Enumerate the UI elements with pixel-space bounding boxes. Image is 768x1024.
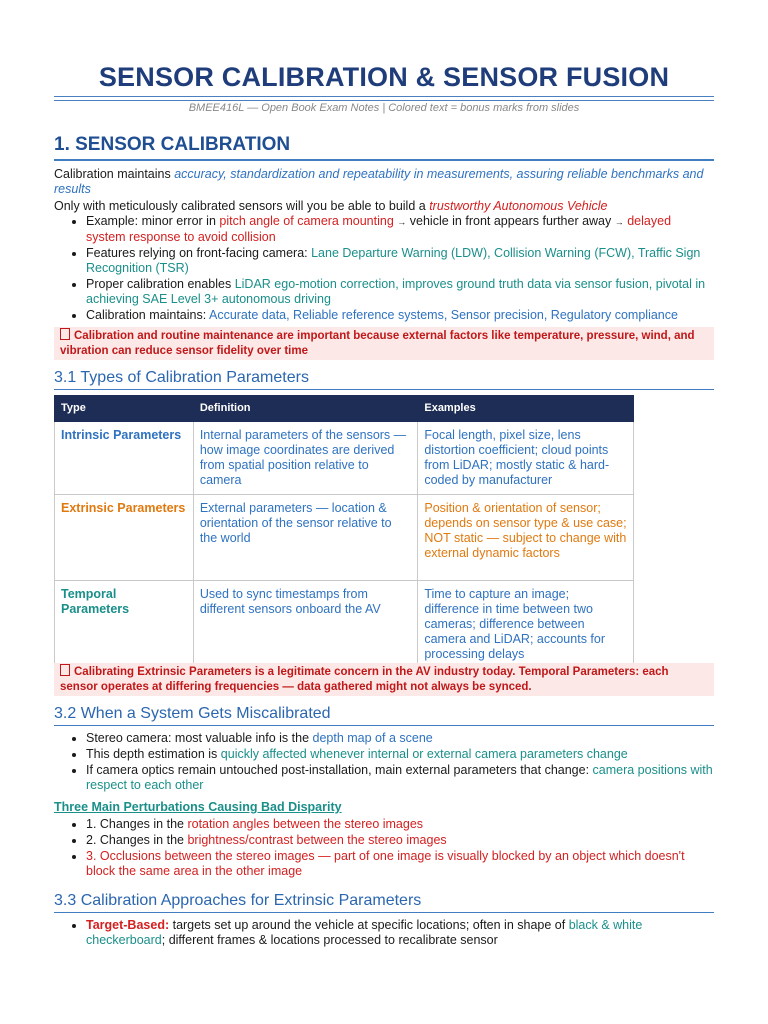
arrow-icon: → bbox=[614, 217, 624, 227]
list-item bbox=[86, 763, 714, 793]
alert-text: Calibrating Extrinsic Parameters is a legitimate concern in the AV industry today. Temporal Parameters: each sensor operates at differing frequencies — data gathered might not always be synced. bbox=[60, 666, 669, 693]
item-text: 2. Changes in the bbox=[86, 833, 188, 847]
list-item bbox=[86, 817, 714, 832]
intro-text: Calibration maintains bbox=[54, 167, 175, 181]
column-header-type: Type bbox=[55, 396, 194, 422]
item-highlight: LiDAR ego-motion correction, improves ground truth data via sensor fusion, pivotal in achieving SAE Level 3+ autonomous driving bbox=[86, 277, 706, 306]
item-text: This depth estimation is bbox=[86, 747, 221, 761]
list-item bbox=[86, 731, 714, 746]
section-3-1-alert bbox=[54, 663, 714, 696]
list-item bbox=[86, 246, 714, 276]
column-header-examples: Examples bbox=[418, 396, 634, 422]
section-3-2-list bbox=[54, 731, 714, 793]
item-text: Calibration maintains: bbox=[86, 308, 209, 322]
row-definition: External parameters — location & orientation of the sensor relative to the world bbox=[193, 495, 418, 581]
row-examples: Position & orientation of sensor; depends on sensor type & use case; NOT static — subject to change with external dynamic factors bbox=[418, 495, 634, 581]
item-text: Example: minor error in bbox=[86, 214, 220, 228]
item-label: Target-Based: bbox=[86, 918, 170, 932]
section-3-3-heading: 3.3 Calibration Approaches for Extrinsic Parameters bbox=[54, 892, 714, 913]
item-highlight: Accurate data, Reliable reference systems, Sensor precision, Regulatory compliance bbox=[208, 308, 678, 322]
row-definition: Internal parameters of the sensors — how image coordinates are derived from spatial position relative to camera bbox=[193, 422, 418, 495]
row-examples: Focal length, pixel size, lens distortion coefficient; cloud points from LiDAR; mostly static & hard-coded by manufacturer bbox=[418, 422, 634, 495]
column-header-definition: Definition bbox=[193, 396, 418, 422]
item-text: ; different frames & locations processed to recalibrate sensor bbox=[161, 933, 498, 947]
document-title: SENSOR CALIBRATION & SENSOR FUSION bbox=[98, 62, 670, 92]
section-1-list bbox=[54, 214, 714, 323]
section-1-alert bbox=[54, 327, 714, 360]
list-item bbox=[86, 747, 714, 762]
list-item bbox=[86, 849, 714, 879]
item-highlight: delayed system response to avoid collision bbox=[86, 214, 672, 244]
list-item bbox=[86, 308, 714, 323]
list-item bbox=[86, 214, 714, 245]
section-1-body bbox=[54, 167, 714, 324]
item-highlight: camera positions with respect to each other bbox=[86, 763, 713, 792]
table-header-row bbox=[55, 396, 634, 422]
perturbations-subheading: Three Main Perturbations Causing Bad Disparity bbox=[54, 800, 342, 814]
item-text: Proper calibration enables bbox=[86, 277, 235, 291]
section-3-3-body bbox=[54, 918, 714, 949]
row-type: Intrinsic Parameters bbox=[55, 422, 194, 495]
alert-text: Calibration and routine maintenance are important because external factors like temperature, pressure, wind, and vibration can reduce sensor fidelity over time bbox=[60, 330, 695, 357]
title-divider bbox=[54, 96, 714, 101]
only-paragraph bbox=[54, 199, 714, 214]
only-highlight: trustworthy Autonomous Vehicle bbox=[429, 199, 608, 213]
perturbations-body bbox=[54, 817, 714, 880]
section-1-heading: 1. SENSOR CALIBRATION bbox=[54, 134, 714, 161]
item-highlight: pitch angle of camera mounting bbox=[219, 214, 394, 228]
section-3-2-heading: 3.2 When a System Gets Miscalibrated bbox=[54, 705, 714, 726]
item-highlight: quickly affected whenever internal or external camera parameters change bbox=[220, 747, 628, 761]
list-item bbox=[86, 833, 714, 848]
item-highlight: rotation angles between the stereo images bbox=[187, 817, 424, 831]
intro-paragraph bbox=[54, 167, 714, 197]
table-row bbox=[55, 422, 634, 495]
row-type: Temporal Parameters bbox=[55, 581, 194, 669]
table-row bbox=[55, 495, 634, 581]
arrow-icon: → bbox=[397, 217, 407, 227]
item-text: targets set up around the vehicle at specific locations; often in shape of bbox=[169, 918, 569, 932]
calibration-parameters-table bbox=[54, 395, 634, 669]
section-3-1-heading: 3.1 Types of Calibration Parameters bbox=[54, 369, 714, 390]
warning-icon bbox=[60, 328, 70, 340]
section-3-2-body bbox=[54, 731, 714, 794]
item-highlight: brightness/contrast between the stereo images bbox=[187, 833, 447, 847]
item-text: 1. Changes in the bbox=[86, 817, 188, 831]
item-highlight: depth map of a scene bbox=[312, 731, 433, 745]
item-highlight: black & white checkerboard bbox=[86, 918, 643, 947]
item-highlight: 3. Occlusions between the stereo images — part of one image is visually blocked by an object which doesn't block the same area in the other image bbox=[86, 849, 685, 878]
warning-icon bbox=[60, 664, 70, 676]
document-subtitle: BMEE416L — Open Book Exam Notes | Colored text = bonus marks from slides bbox=[188, 102, 580, 114]
list-item bbox=[86, 918, 714, 948]
table-row bbox=[55, 581, 634, 669]
item-text: Features relying on front-facing camera: bbox=[86, 246, 312, 260]
intro-highlight: accuracy, standardization and repeatability in measurements, assuring reliable benchmarks and results bbox=[54, 167, 704, 196]
row-examples: Time to capture an image; difference in time between two cameras; difference between camera and LiDAR; accounts for processing delays bbox=[418, 581, 634, 669]
list-item bbox=[86, 277, 714, 307]
perturbations-list bbox=[54, 817, 714, 879]
row-definition: Used to sync timestamps from different sensors onboard the AV bbox=[193, 581, 418, 669]
row-type: Extrinsic Parameters bbox=[55, 495, 194, 581]
item-text: If camera optics remain untouched post-installation, main external parameters that change: bbox=[86, 763, 593, 777]
item-text: vehicle in front appears further away bbox=[409, 214, 612, 228]
item-highlight: Lane Departure Warning (LDW), Collision Warning (FCW), Traffic Sign Recognition (TSR) bbox=[86, 246, 701, 275]
only-text: Only with meticulously calibrated sensors will you be able to build a bbox=[54, 199, 430, 213]
section-3-3-list bbox=[54, 918, 714, 948]
item-text: Stereo camera: most valuable info is the bbox=[86, 731, 313, 745]
